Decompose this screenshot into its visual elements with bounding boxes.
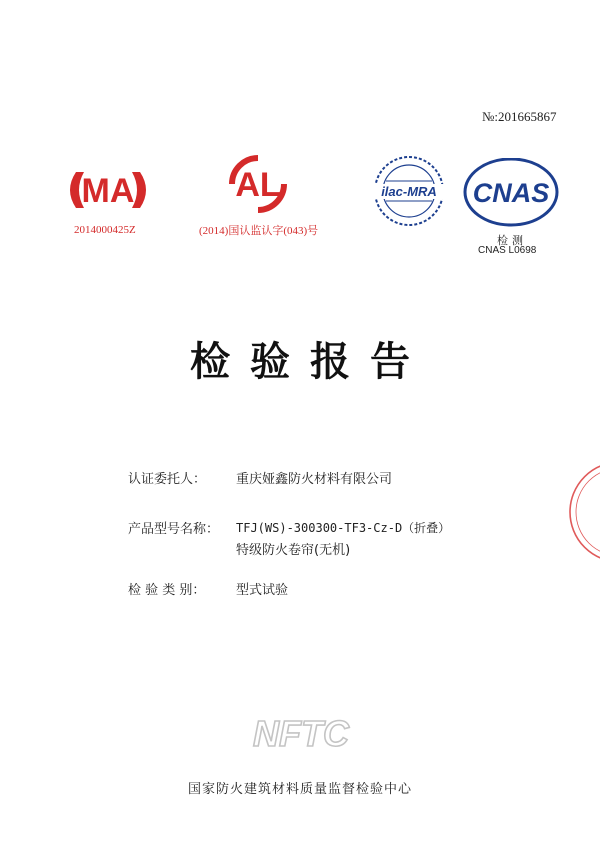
cma-logo — [62, 166, 154, 214]
product-model-value-line1: TFJ(WS)-300300-TF3-Cz-D（折叠） — [236, 521, 451, 535]
inspection-type-value: 型式试验 — [236, 583, 289, 598]
cnas-logo — [462, 158, 560, 230]
cma-license-number: 2014000425Z — [74, 224, 136, 236]
nftc-watermark-text: NFTC — [253, 713, 349, 754]
issuing-organization: 国家防火建筑材料质量监督检验中心 — [187, 782, 412, 797]
cal-license-number: (2014)国认监认字(043)号 — [199, 225, 319, 237]
client-value: 重庆娅鑫防火材料有限公司 — [236, 472, 393, 487]
inspection-type-label: 检 验 类 别： — [128, 583, 206, 598]
ilac-mra-logo — [366, 153, 452, 229]
nftc-watermark — [236, 710, 366, 756]
cal-logo-text: AL — [235, 166, 281, 204]
partial-red-seal — [560, 452, 600, 572]
cnas-logo-text: CNAS — [472, 178, 550, 208]
product-model-value-line2: 特级防火卷帘(无机) — [236, 543, 351, 558]
ilac-mra-text: ilac-MRA — [381, 184, 437, 199]
cnas-caption-testing: 检测 — [497, 234, 527, 247]
cal-logo — [216, 150, 300, 218]
document-title: 检验报告 — [190, 338, 430, 385]
serial-number: №:201665867 — [482, 109, 557, 124]
client-label: 认证委托人： — [128, 472, 207, 487]
cnas-accreditation-number: CNAS L0698 — [478, 245, 537, 256]
product-model-label: 产品型号名称： — [128, 522, 220, 537]
cma-logo-text: MA — [81, 172, 135, 210]
